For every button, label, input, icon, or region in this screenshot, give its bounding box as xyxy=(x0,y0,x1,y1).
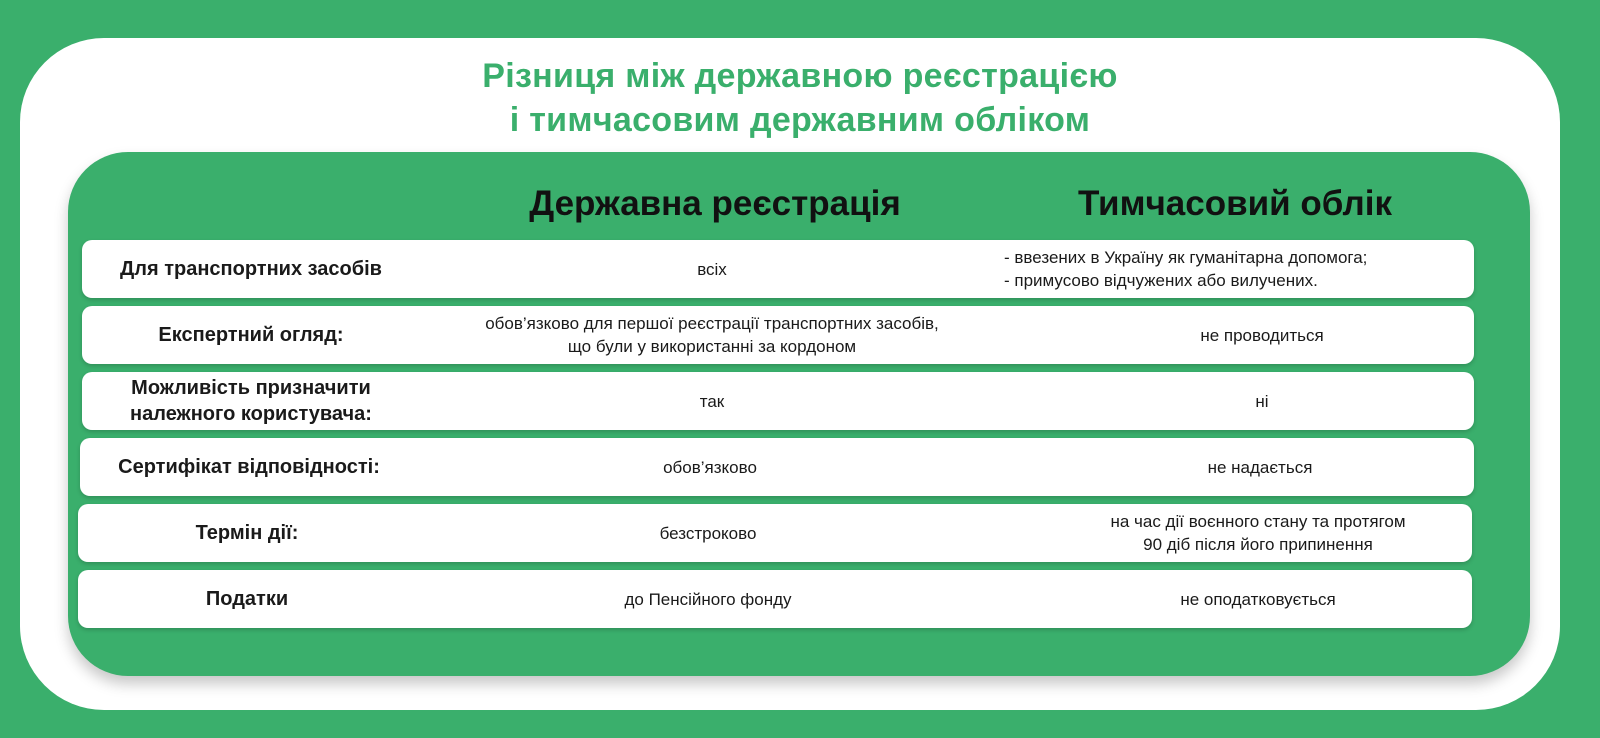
row-label: Податки xyxy=(205,588,289,610)
table-row-certificate xyxy=(80,438,1474,496)
temporary-value: - ввезених в Україну як гуманітарна допомога; - примусово відчужених або вилучених. xyxy=(1004,248,1368,290)
page-title xyxy=(0,54,1600,142)
column-header-temporary: Тимчасовий облік xyxy=(1078,184,1392,223)
temporary-value: не оподатковується xyxy=(1180,589,1336,609)
title-line-1: Різниця між державною реєстрацією xyxy=(482,57,1118,95)
row-label: Сертифікат відповідності: xyxy=(118,456,380,478)
registration-value: безстроково xyxy=(659,523,757,543)
row-label: Можливість призначити належного користувача: xyxy=(130,377,372,425)
title-line-2: і тимчасовим державним обліком xyxy=(509,101,1091,139)
temporary-value: не надається xyxy=(1207,457,1313,477)
column-header-registration: Державна реєстрація xyxy=(529,184,901,223)
table-row-taxes xyxy=(78,570,1472,628)
table-row-user xyxy=(82,372,1474,430)
registration-value: так xyxy=(699,391,725,411)
temporary-value: ні xyxy=(1255,391,1269,411)
row-label: Для транспортних засобів xyxy=(120,258,382,280)
row-label: Експертний огляд: xyxy=(158,324,344,346)
row-label: Термін дії: xyxy=(195,522,299,544)
table-row-vehicles xyxy=(82,240,1474,298)
registration-value: всіх xyxy=(697,259,727,279)
table-row-inspection xyxy=(82,306,1474,364)
registration-value: обов’язково xyxy=(663,457,757,477)
registration-value: до Пенсійного фонду xyxy=(624,589,792,609)
temporary-value: не проводиться xyxy=(1200,325,1324,345)
registration-value: обов’язково для першої реєстрації транспортних засобів, що були у використанні за кордоном xyxy=(485,314,939,356)
table-row-term xyxy=(78,504,1472,562)
temporary-value: на час дії воєнного стану та протягом 90 діб після його припинення xyxy=(1110,512,1406,554)
